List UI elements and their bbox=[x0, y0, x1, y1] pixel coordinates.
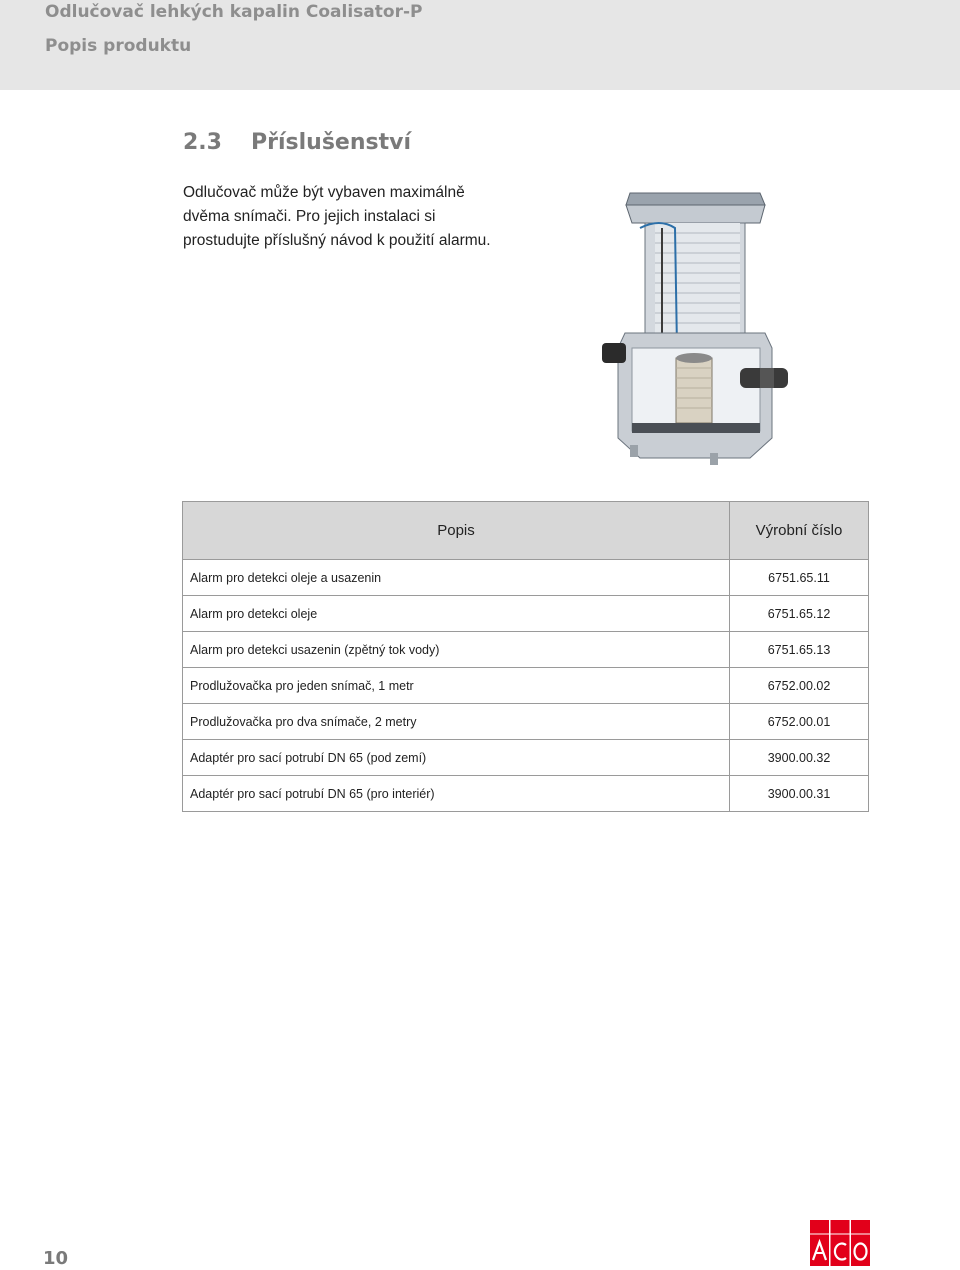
section-title: Příslušenství bbox=[251, 130, 411, 155]
row-code: 6751.65.11 bbox=[730, 560, 869, 596]
section-heading bbox=[183, 130, 411, 155]
table-row bbox=[183, 560, 869, 596]
table-row bbox=[183, 632, 869, 668]
row-description: Prodlužovačka pro dva snímače, 2 metry bbox=[183, 704, 730, 740]
accessories-table bbox=[182, 501, 869, 812]
row-description: Alarm pro detekci oleje bbox=[183, 596, 730, 632]
row-code: 6751.65.13 bbox=[730, 632, 869, 668]
row-code: 6752.00.02 bbox=[730, 668, 869, 704]
row-description: Prodlužovačka pro jeden snímač, 1 metr bbox=[183, 668, 730, 704]
document-subtitle: Popis produktu bbox=[45, 36, 192, 56]
row-code: 3900.00.31 bbox=[730, 776, 869, 812]
table-row bbox=[183, 776, 869, 812]
table-row bbox=[183, 596, 869, 632]
row-code: 6752.00.01 bbox=[730, 704, 869, 740]
page-number: 10 bbox=[43, 1248, 69, 1269]
column-header-description: Popis bbox=[183, 502, 730, 560]
page-header bbox=[0, 0, 960, 90]
row-description: Adaptér pro sací potrubí DN 65 (pod zemí) bbox=[183, 740, 730, 776]
intro-line: prostudujte příslušný návod k použití alarmu. bbox=[183, 232, 491, 249]
section-number: 2.3 bbox=[183, 130, 222, 155]
table-row bbox=[183, 704, 869, 740]
row-code: 6751.65.12 bbox=[730, 596, 869, 632]
document-title: Odlučovač lehkých kapalin Coalisator-P bbox=[45, 2, 423, 22]
column-header-code: Výrobní číslo bbox=[730, 502, 869, 560]
row-description: Adaptér pro sací potrubí DN 65 (pro interiér) bbox=[183, 776, 730, 812]
row-code: 3900.00.32 bbox=[730, 740, 869, 776]
aco-logo bbox=[810, 1220, 870, 1266]
separator-cutaway-illustration bbox=[600, 183, 790, 473]
intro-paragraph bbox=[183, 181, 513, 253]
intro-line: dvěma snímači. Pro jejich instalaci si bbox=[183, 208, 436, 225]
table-row bbox=[183, 740, 869, 776]
row-description: Alarm pro detekci usazenin (zpětný tok vody) bbox=[183, 632, 730, 668]
table-header-row bbox=[183, 502, 869, 560]
row-description: Alarm pro detekci oleje a usazenin bbox=[183, 560, 730, 596]
table-row bbox=[183, 668, 869, 704]
intro-line: Odlučovač může být vybaven maximálně bbox=[183, 184, 465, 201]
